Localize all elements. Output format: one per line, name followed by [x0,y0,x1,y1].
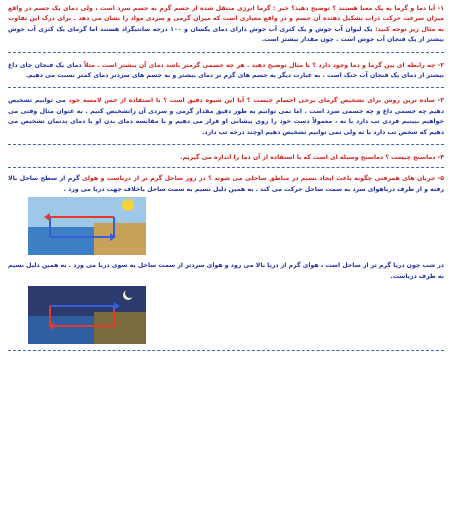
dashed-separator [8,167,444,168]
question-5 [8,174,444,195]
question-1-text: ۱- آیا دما و گرما به یک معنا هستند ؟ توضیح دهید؟ خیر : گرما انرژی منتقل شده از جسم گرم به جسم سرد است ، ولی دمای یک جسم در واقع میزان سرعت حرکت ذرات تشکیل دهنده آن جسم و در واقع معیاری است که میزان گرمی و سردی مواد را نشان می دهد . برای درک این تفاوت به مثال زیر توجه کنید: [8,5,445,33]
question-4 [8,153,444,163]
answer-3-text: می توانیم تشخیص دهیم چه جسمی داغ و چه جسمی سرد است . اما نمی توانیم به طور دقیق مقدار گرمی و سردی آن راتشخیص کنیم . به عنوان مثال وقتی می خواهیم ببینیم فردی تب دارد یا نه ، معمولاً دست خود را روی پیشانی او قرار می دهیم و با مقایسه دمای بدن او با دمای بدنمان تشخیص می دهیم که شخص تب دارد یا نه ولی نمی توانیم تشخیص دهیم اوچند درجه تب دارد. [8,97,444,136]
answer-5-day-text: گرم از سطح ساحل بالا رفته و از طرف دریاهوای سرد به سمت ساحل حرکت می کند . به همین دلیل نسیم به سمت ساحل باخلاف جهت دریا می وزد . [8,175,444,193]
answer-2-text: دمای یک فنجان چای داغ بیشتر از دمای یک فنجان آب خنک است . به عبارت دیگر به جسم های گرم تر دمای بیشتر و به جسم های سردتر دمای کمتر نسبت می دهیم. [8,61,444,80]
answer-5-night-text: در شب چون دریا گرم تر از ساحل است ، هوای گرم از دریا بالا می رود و هوای سردتر از سمت ساحل به سوی دریا می وزد . به همین دلیل نسیم به طرف دریاست. [8,262,444,280]
question-3-text: ۳- ساده ترین روش برای تشخیص گرمای برخی اجسام چیست ؟ آیا این شیوه دقیق است ؟ با استفاده از حس لامسه خود [68,97,444,105]
question-1 [8,4,444,46]
question-4-text: ۴- دماسنج چیست ؟ دماسنج وسیله ای است که با استفاده از آن دما را اندازه می گیریم. [180,154,444,162]
dashed-separator [8,350,444,351]
dashed-separator [8,144,444,145]
question-3 [8,96,444,138]
answer-1-text: یک لیوان آب جوش و یک کتری آب جوش دارای دمای یکسان و ۱۰۰ درجه سانتیگراد هستند اما گرمای یک کتری آب جوش بیشتر از یک فنجان آب جوش است . چون مقدار بیشتر است. [8,25,444,44]
land-breeze-night-illustration [28,286,146,344]
question-2 [8,61,444,82]
question-5-text: ۵- جریان های همرفتی چگونه باعث ایجاد نسیم در مناطق ساحلی می شوند ؟ در روز ساحل گرم تر از دریاست و هوای [82,175,444,183]
dashed-separator [8,52,444,53]
question-2-text: ۲- چه رابطه ای بین گرما و دما وجود دارد ؟ با مثال توضیح دهید . هر چه جسمی گرمتر باشد دمای آن بیشتر است . مثلاً [83,61,444,69]
sea-breeze-day-illustration [28,197,146,255]
answer-5-night [8,261,444,282]
dashed-separator [8,87,444,88]
